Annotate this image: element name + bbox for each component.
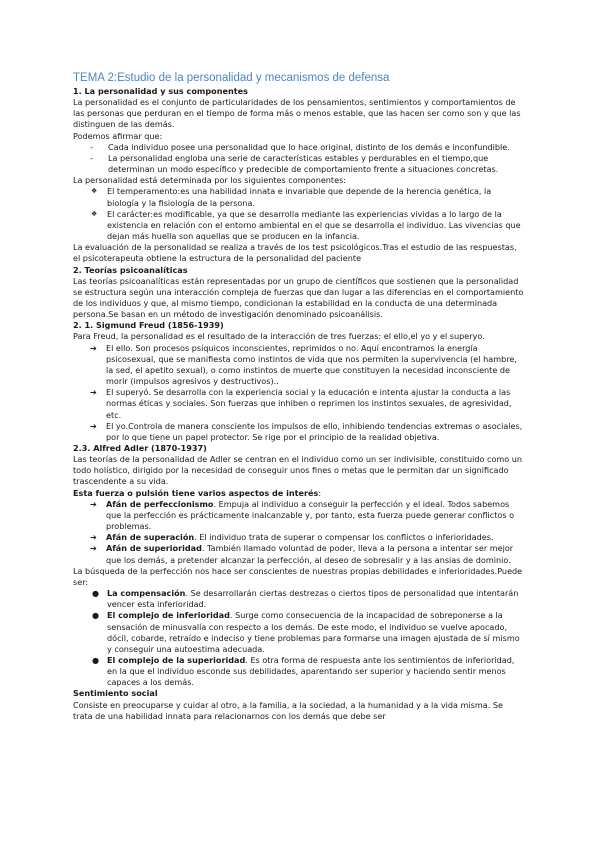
list-item: [73, 588, 525, 610]
list-item-term: La compensación: [107, 588, 186, 599]
list-item-text: El superyó. Se desarrolla con la experiencia social y la educación e intenta ajustar la conducta a las normas éticas y sociales. Son fuerzas que inhiben o reprimen los instintos sexuales, de agresividad, etc.: [106, 387, 512, 420]
list-item-term: Afán de superioridad: [106, 543, 202, 554]
force-heading-text: Esta fuerza o pulsión tiene varios aspectos de interés: [73, 487, 319, 498]
dash-marker: -: [90, 141, 93, 152]
section-1-affirm: Podemos afirmar que:: [73, 130, 163, 141]
list-item: [73, 186, 525, 208]
arrow-bullet-icon: ➔: [90, 532, 97, 543]
search-paragraph: La búsqueda de la perfección nos hace ser conscientes de nuestras propias debilidades e inferioridades.Puede ser:: [73, 565, 523, 587]
list-item-text: El yo.Controla de manera consciente los impulsos de ello, inhibiendo tendencias extremas o asociales, por lo que tiene un papel protector. Se rige por el principio de la realidad objetiva.: [106, 420, 523, 442]
freud-list: [73, 343, 525, 443]
list-item: [73, 610, 525, 655]
list-item-text: . El individuo trata de superar o compensar los conflictos o inferioridades.: [194, 532, 494, 543]
section-2-heading: 2. Teorías psicoanalíticas: [73, 264, 188, 275]
list-item-text: El ello. Son procesos psíquicos inconscientes, reprimidos o no. Aquí encontramos la energía psicosexual, que se manifiesta como instintos de vida que nos permiten la supervivencia (el hambre, la sed, el apetito sexual), o como instintos de muerte que constituyen la necesidad inconsciente de morir (impulsos agresivos y destructivos)..: [106, 342, 517, 387]
list-item: [73, 532, 525, 543]
arrow-bullet-icon: ➔: [90, 543, 97, 554]
list-item: [73, 387, 525, 420]
section-2-3-heading: 2.3. Alfred Adler (1870-1937): [73, 443, 207, 453]
list-item-term: Afán de superación: [106, 532, 195, 543]
adler-intro: Las teorías de la personalidad de Adler se centran en el individuo como un ser indivisible, constituido como un todo holístico, dirigido por la necesidad de conseguir unos fines o metas que le permitan dar un significado trascendente a su vida.: [73, 454, 523, 487]
diamond-bullet-icon: ❖: [91, 209, 98, 218]
list-item-term: El complejo de la superioridad: [107, 654, 246, 665]
list-item: [73, 499, 525, 532]
social-text: Consiste en preocuparse y cuidar al otro, a la familia, a la sociedad, a la humanidad y a la vida misma. Se trata de una habilidad innata para relacionarnos con los demás que debe ser: [73, 699, 504, 721]
list-item: [73, 655, 525, 688]
list-item-text: . Se desarrollarán ciertas destrezas o ciertos tipos de personalidad que intentarán vencer esta inferioridad.: [107, 588, 519, 610]
section-1-heading: 1. La personalidad y sus componentes: [73, 86, 248, 96]
evaluation-paragraph: La evaluación de la personalidad se realiza a través de los test psicológicos.Tras el estudio de las respuestas, el psicoterapeuta obtiene la estructura de la personalidad del paciente: [73, 242, 517, 264]
section-1-dash-list: [73, 142, 525, 175]
list-item: [73, 142, 525, 153]
arrow-bullet-icon: ➔: [90, 342, 97, 353]
adler-aspects-list: [73, 499, 525, 566]
social-heading: Sentimiento social: [73, 688, 158, 699]
dash-marker: -: [90, 152, 93, 163]
list-item-text: . Es otra forma de respuesta ante los sentimientos de inferioridad, en la que el individuo esconde sus debilidades, aparentando ser superior y haciendo sentir menos capaces a los demás.: [107, 654, 515, 688]
arrow-bullet-icon: ➔: [90, 387, 97, 398]
section-1-intro: La personalidad es el conjunto de particularidades de los pensamientos, sentimientos y comportamientos de las personas que perduran en el tiempo de forma más o menos estable, que las hacen ser como son y que las distinguen de las demás.: [73, 97, 521, 130]
dot-bullet-icon: ●: [92, 654, 100, 665]
list-item-text: . Surge como consecuencia de la incapacidad de sobreponerse a la sensación de minusvalía con respecto a los demás. De este modo, el individuo se vuelve apocado, dócil, cobarde, retraído e indeciso y tiene problemas para formarse una imagen ajustada de sí mismo y conseguir una autoestima adecuada.: [107, 610, 520, 654]
freud-intro: Para Freud, la personalidad es el resultado de la interacción de tres fuerzas: el ello,el yo y el superyo.: [73, 331, 485, 342]
complexes-list: [73, 588, 525, 688]
list-item-text: El temperamento:es una habilidad innata e invariable que depende de la herencia genética, la biología y la fisiología de la persona.: [107, 186, 492, 208]
list-item: [73, 209, 525, 242]
list-item-text: El carácter:es modificable, ya que se desarrolla mediante las experiencias vividas a lo largo de la existencia en relación con el entorno ambiental en el que se desarrolla el individuo. Las vivencias que dejan más huella son aquellas que se producen en la infancia.: [107, 208, 521, 242]
list-item: [73, 343, 525, 388]
section-2-1-heading: 2. 1. Sigmund Freud (1856-1939): [73, 320, 224, 331]
document-body: [73, 71, 525, 722]
arrow-bullet-icon: ➔: [90, 498, 97, 509]
list-item-text: . También llamado voluntad de poder, lleva a la persona a intentar ser mejor que los demás, a pretender alcanzar la perfección, al deseo de sobresalir y a las ansias de dominio.: [106, 543, 514, 565]
list-item-text: La personalidad engloba una serie de características estables y perdurables en el tiempo,que determinan un modo específico y predecible de comportamiento frente a situaciones concretas.: [108, 152, 499, 175]
components-list: [73, 186, 525, 242]
dot-bullet-icon: ●: [92, 610, 100, 621]
list-item-term: El complejo de inferioridad: [107, 610, 230, 621]
document-title: TEMA 2:Estudio de la personalidad y mecanismos de defensa: [73, 72, 390, 84]
section-2-text: Las teorías psicoanalíticas están representadas por un grupo de científicos que sostienen que la personalidad se estructura según una interacción compleja de fuerzas que dan lugar a las diferencias en el comportamiento de los individuos y que, al mismo tiempo, condicionan la estabilidad en la conducta de una determinada persona.Se basan en un método de investigación denominado psicoanálisis.: [73, 275, 524, 320]
components-intro: La personalidad está determinada por los siguientes componentes:: [73, 175, 347, 186]
list-item-text: . Empuja al individuo a conseguir la perfección y el ideal. Todos sabemos que la perfección es prácticamente inalcanzable y, por tanto, esta fuerza puede generar conflictos o problemas.: [106, 498, 515, 532]
list-item-text: Cada individuo posee una personalidad que lo hace original, distinto de los demás e inconfundible.: [108, 141, 510, 152]
diamond-bullet-icon: ❖: [91, 187, 98, 196]
list-item: [73, 543, 525, 565]
list-item-term: Afán de perfeccionismo: [106, 498, 214, 509]
force-heading: [73, 488, 525, 499]
arrow-bullet-icon: ➔: [90, 420, 97, 431]
force-heading-colon: :: [318, 487, 322, 498]
dot-bullet-icon: ●: [92, 588, 100, 599]
list-item: [73, 421, 525, 443]
list-item: [73, 153, 525, 175]
